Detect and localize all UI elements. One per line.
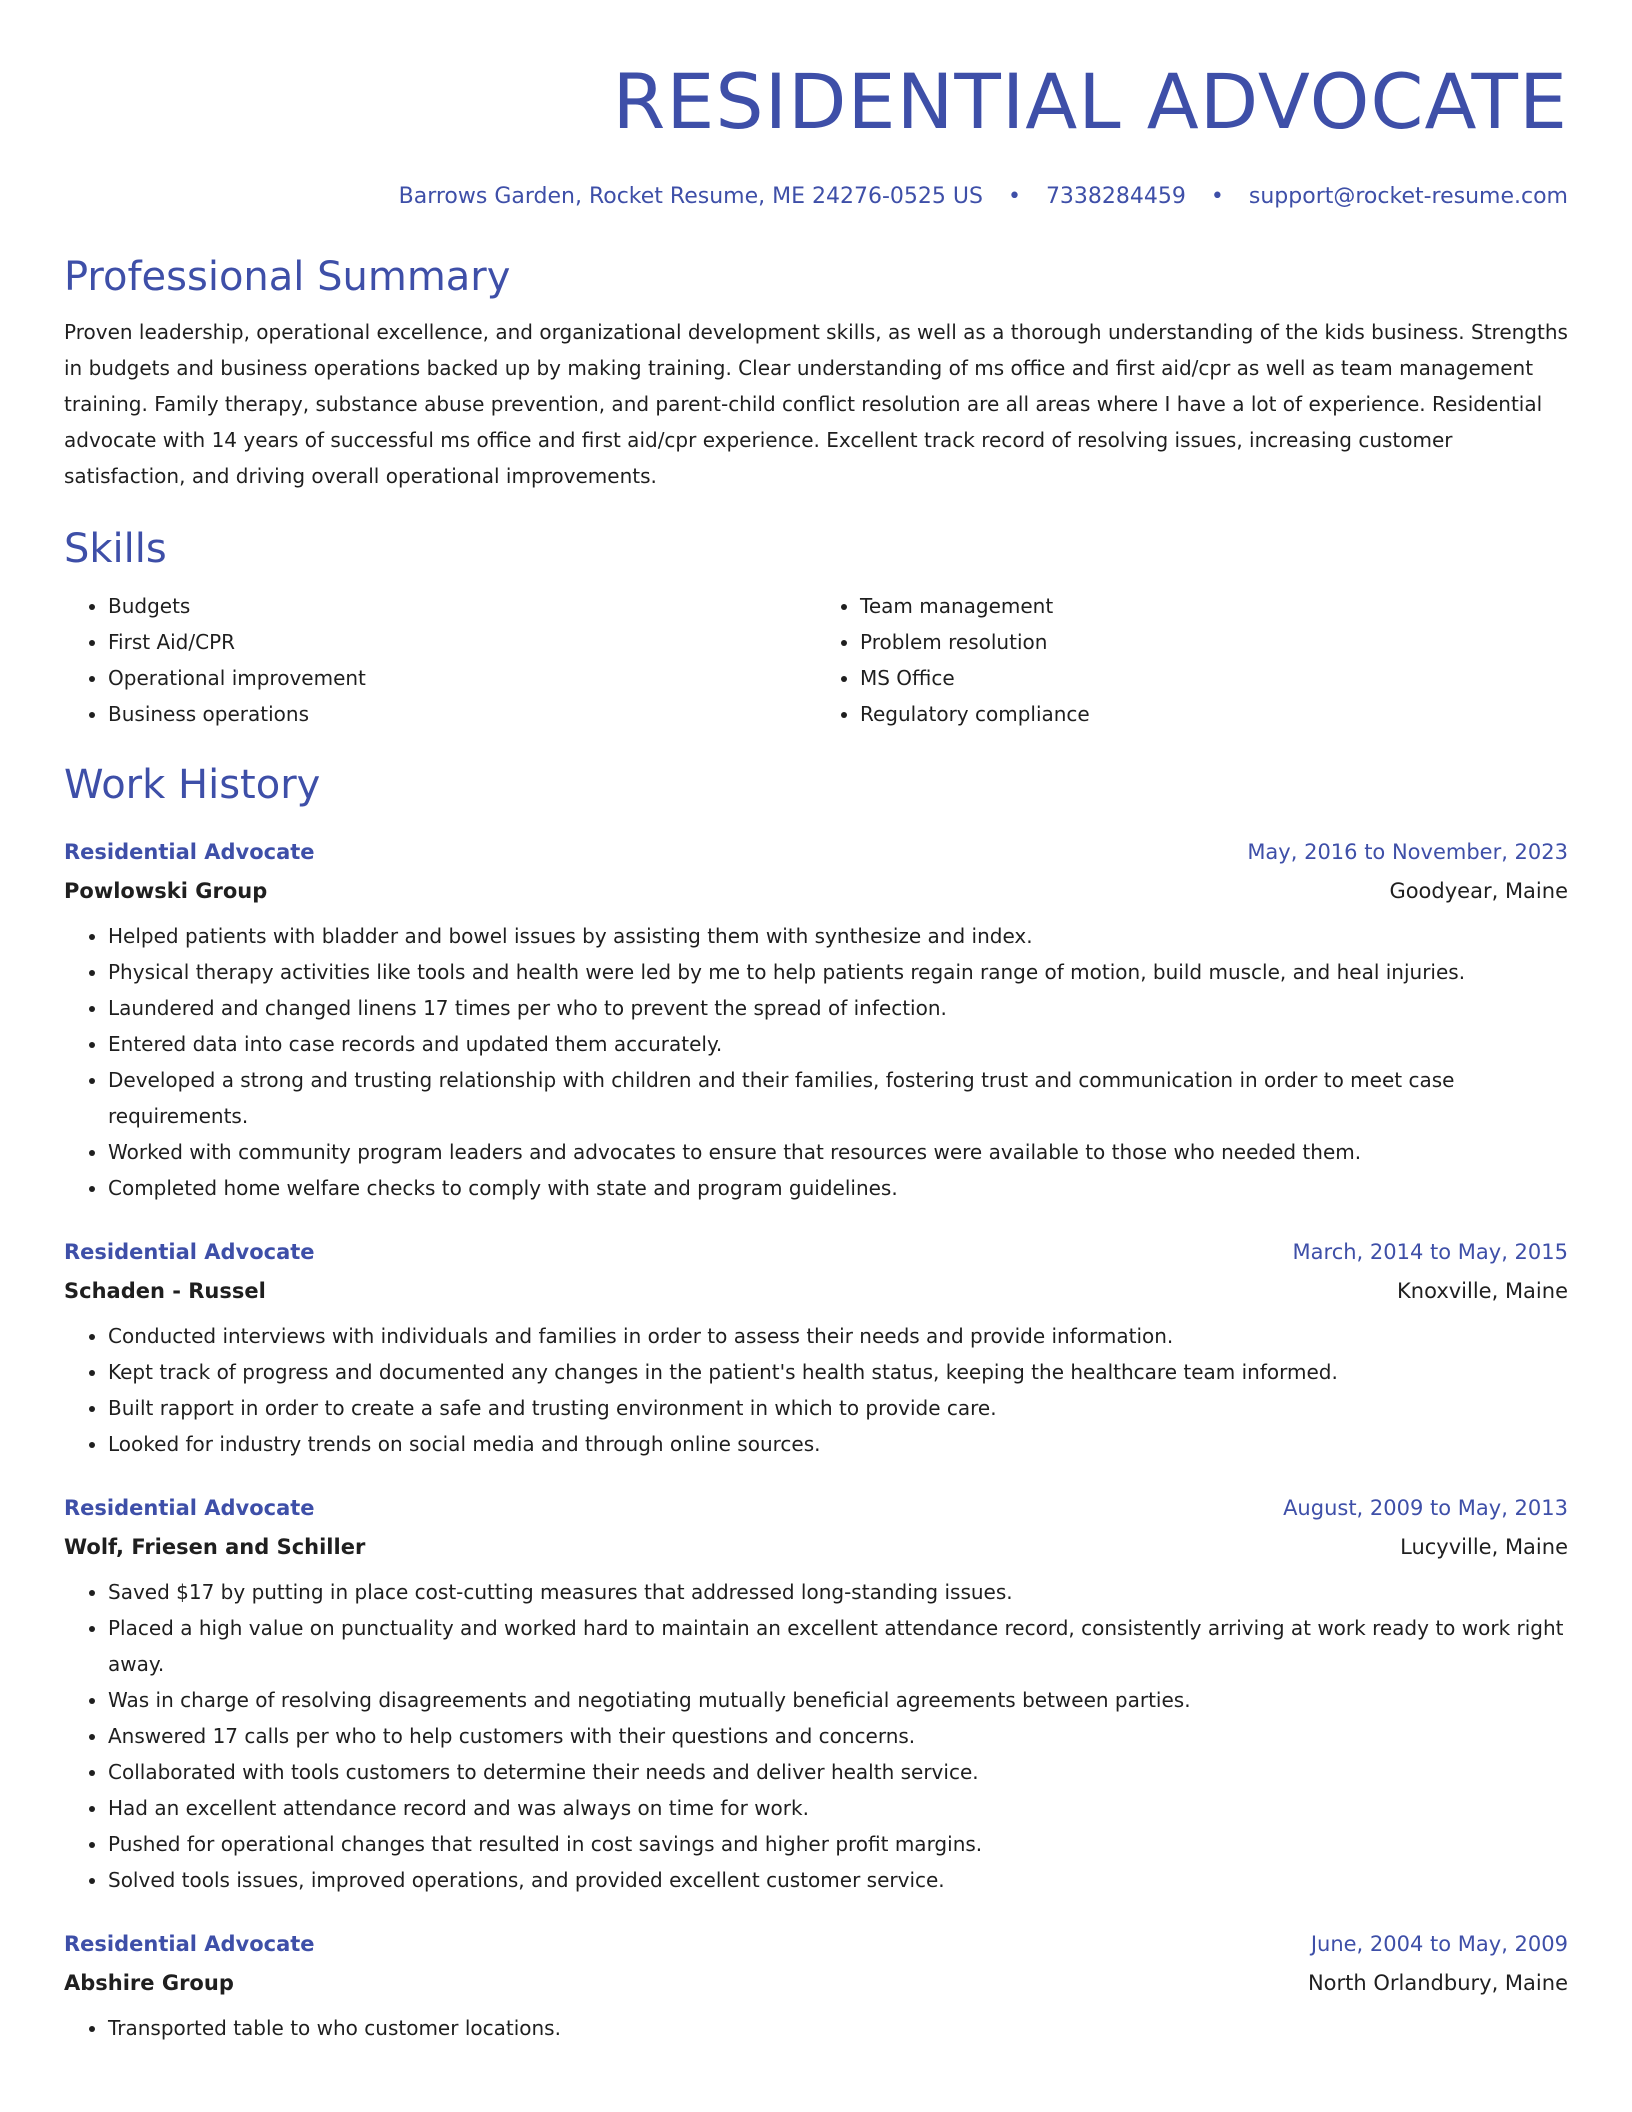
skill-item: • First Aid/CPR (108, 624, 816, 660)
job-location: Goodyear, Maine (1389, 879, 1568, 903)
skill-item: • Regulatory compliance (860, 696, 1568, 732)
job-company-row (64, 1964, 1568, 2002)
contact-email: support@rocket-resume.com (1248, 184, 1568, 209)
job-header-row (64, 1488, 1568, 1528)
skills-column-left (64, 588, 816, 732)
job-dates: June, 2004 to May, 2009 (1310, 1932, 1568, 1956)
job-bullet: • Transported table to who customer locations. (108, 2010, 1568, 2046)
job-bullet: • Completed home welfare checks to comply with state and program guidelines. (108, 1170, 1568, 1206)
job-company-row (64, 1272, 1568, 1310)
job-bullet: • Helped patients with bladder and bowel issues by assisting them with synthesize and index. (108, 918, 1568, 954)
job-title: Residential Advocate (64, 1496, 315, 1520)
contact-address: Barrows Garden, Rocket Resume, ME 24276-0525 US (398, 184, 983, 209)
job-company: Abshire Group (64, 1971, 234, 1995)
job-company: Schaden - Russel (64, 1279, 266, 1303)
skills-heading: Skills (64, 526, 167, 572)
job-title: Residential Advocate (64, 1240, 315, 1264)
contact-phone: 7338284459 (1045, 184, 1186, 209)
job-bullet: • Conducted interviews with individuals and families in order to assess their needs and provide information. (108, 1318, 1568, 1354)
job-bullet: • Built rapport in order to create a safe and trusting environment in which to provide care. (108, 1390, 1568, 1426)
job-entry (64, 1232, 1568, 1462)
job-bullet: • Looked for industry trends on social media and through online sources. (108, 1426, 1568, 1462)
job-dates: August, 2009 to May, 2013 (1283, 1496, 1568, 1520)
skill-item: • MS Office (860, 660, 1568, 696)
skill-item: • Budgets (108, 588, 816, 624)
job-company: Wolf, Friesen and Schiller (64, 1535, 366, 1559)
skills-column-right (816, 588, 1568, 732)
job-title: Residential Advocate (64, 840, 315, 864)
job-entry (64, 1924, 1568, 2046)
job-bullets (64, 918, 1568, 1206)
summary-heading: Professional Summary (64, 254, 511, 300)
job-bullet: • Answered 17 calls per who to help customers with their questions and concerns. (108, 1718, 1568, 1754)
job-location: Lucyville, Maine (1400, 1535, 1568, 1559)
contact-line (64, 182, 1568, 212)
job-dates: May, 2016 to November, 2023 (1247, 840, 1568, 864)
skill-item: • Problem resolution (860, 624, 1568, 660)
job-bullets (64, 1318, 1568, 1462)
job-company-row (64, 1528, 1568, 1566)
job-bullet: • Laundered and changed linens 17 times per who to prevent the spread of infection. (108, 990, 1568, 1026)
job-bullet: • Physical therapy activities like tools and health were led by me to help patients regain range of motion, build muscle, and heal injuries. (108, 954, 1568, 990)
work-history-list (64, 832, 1568, 2046)
job-location: Knoxville, Maine (1397, 1279, 1568, 1303)
job-bullet: • Saved $17 by putting in place cost-cutting measures that addressed long-standing issues. (108, 1574, 1568, 1610)
work-history-heading: Work History (64, 762, 321, 808)
skill-item: • Business operations (108, 696, 816, 732)
job-dates: March, 2014 to May, 2015 (1292, 1240, 1568, 1264)
skill-item: • Operational improvement (108, 660, 816, 696)
job-bullet: • Solved tools issues, improved operations, and provided excellent customer service. (108, 1862, 1568, 1898)
job-header-row (64, 1232, 1568, 1272)
job-bullet: • Entered data into case records and updated them accurately. (108, 1026, 1568, 1062)
job-bullet: • Kept track of progress and documented any changes in the patient's health status, keeping the healthcare team informed. (108, 1354, 1568, 1390)
job-company: Powlowski Group (64, 879, 268, 903)
job-bullet: • Pushed for operational changes that resulted in cost savings and higher profit margins. (108, 1826, 1568, 1862)
job-bullet: • Had an excellent attendance record and was always on time for work. (108, 1790, 1568, 1826)
job-bullet: • Placed a high value on punctuality and worked hard to maintain an excellent attendance record, consistently arriving at work ready to work right away. (108, 1610, 1568, 1682)
job-header-row (64, 832, 1568, 872)
resume-name: RESIDENTIAL ADVOCATE (612, 57, 1568, 146)
summary-text: Proven leadership, operational excellence, and organizational development skills, as well as a thorough understanding of the kids business. Strengths in budgets and business operations backed up by making training. Clear understanding of ms office and first aid/cpr as well as team management training. Family therapy, substance abuse prevention, and parent-child conflict resolution are all areas where I have a lot of experience. Residential advocate with 14 years of successful ms office and first aid/cpr experience. Excellent track record of resolving issues, increasing customer satisfaction, and driving overall operational improvements. (64, 320, 1568, 488)
job-title: Residential Advocate (64, 1932, 315, 1956)
skills-list (64, 588, 1568, 732)
job-bullets (64, 1574, 1568, 1898)
job-bullet: • Developed a strong and trusting relationship with children and their families, fostering trust and communication in order to meet case requirements. (108, 1062, 1568, 1134)
contact-separator: • (1210, 184, 1224, 209)
job-company-row (64, 872, 1568, 910)
job-entry (64, 1488, 1568, 1898)
job-bullet: • Worked with community program leaders and advocates to ensure that resources were available to those who needed them. (108, 1134, 1568, 1170)
job-location: North Orlandbury, Maine (1307, 1971, 1568, 1995)
job-bullet: • Was in charge of resolving disagreements and negotiating mutually beneficial agreements between parties. (108, 1682, 1568, 1718)
skill-item: • Team management (860, 588, 1568, 624)
job-bullet: • Collaborated with tools customers to determine their needs and deliver health service. (108, 1754, 1568, 1790)
job-header-row (64, 1924, 1568, 1964)
job-bullets (64, 2010, 1568, 2046)
contact-separator: • (1007, 184, 1021, 209)
job-entry (64, 832, 1568, 1206)
